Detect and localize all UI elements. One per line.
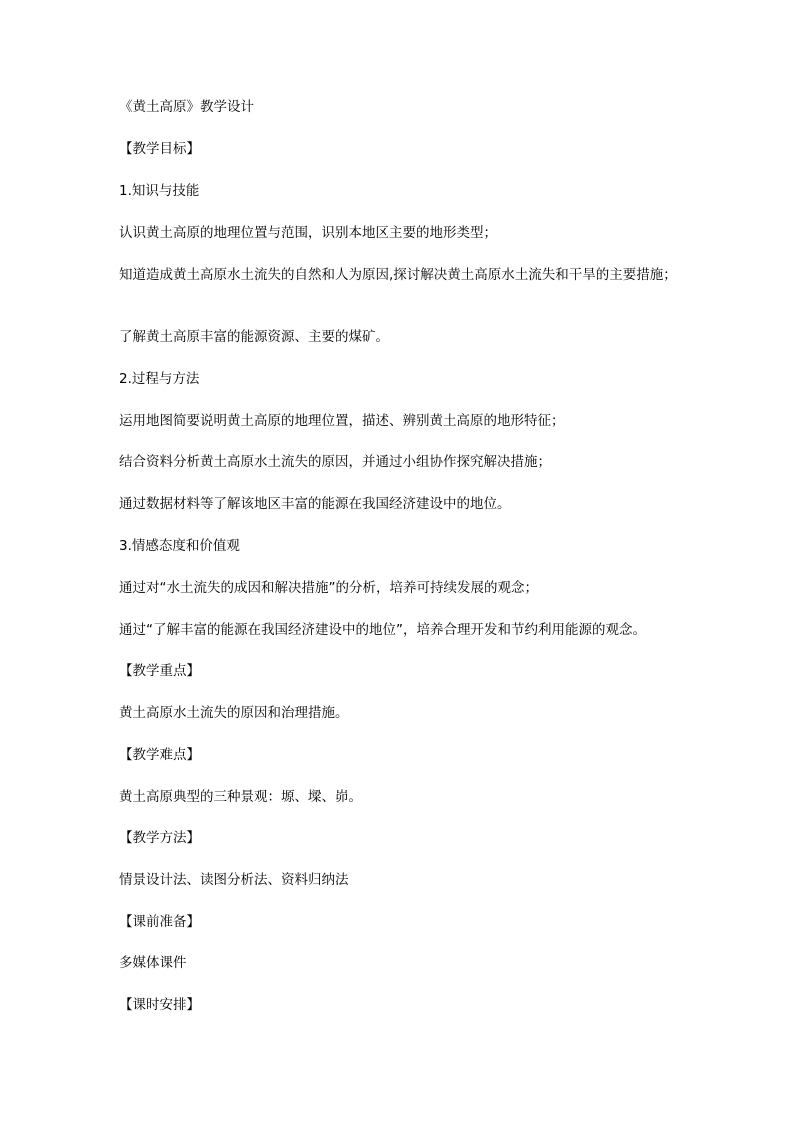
paragraph: 结合资料分析黄土高原水土流失的原因，并通过小组协作探究解决措施； (119, 454, 551, 470)
paragraph: 运用地图简要说明黄土高原的地理位置，描述、辨别黄土高原的地形特征； (119, 413, 565, 429)
subsection-heading-process: 2.过程与方法 (119, 371, 200, 387)
section-heading-preparation: 【课前准备】 (119, 914, 200, 930)
section-heading-goals: 【教学目标】 (119, 141, 200, 157)
paragraph: 情景设计法、读图分析法、资料归纳法 (119, 872, 349, 888)
section-heading-difficulties: 【教学难点】 (119, 747, 200, 763)
section-heading-methods: 【教学方法】 (119, 830, 200, 846)
subsection-heading-knowledge: 1.知识与技能 (119, 183, 200, 199)
paragraph: 黄土高原水土流失的原因和治理措施。 (119, 705, 349, 721)
paragraph: 通过“了解丰富的能源在我国经济建设中的地位”，培养合理开发和节约利用能源的观念。 (119, 622, 646, 638)
paragraph: 通过数据材料等了解该地区丰富的能源在我国经济建设中的地位。 (119, 496, 511, 512)
section-heading-schedule: 【课时安排】 (119, 997, 200, 1013)
paragraph: 知道造成黄土高原水土流失的自然和人为原因,探讨解决黄土高原水土流失和干旱的主要措施； (119, 267, 677, 283)
paragraph: 通过对“水土流失的成因和解决措施”的分析，培养可持续发展的观念； (119, 580, 538, 596)
subsection-heading-attitude: 3.情感态度和价值观 (119, 538, 240, 554)
section-heading-key-points: 【教学重点】 (119, 663, 200, 679)
paragraph: 黄土高原典型的三种景观：塬、墚、峁。 (119, 789, 362, 805)
document-title: 《黄土高原》教学设计 (119, 99, 254, 115)
paragraph: 多媒体课件 (119, 955, 187, 971)
paragraph: 认识黄土高原的地理位置与范围，识别本地区主要的地形类型； (119, 225, 497, 241)
paragraph: 了解黄土高原丰富的能源资源、主要的煤矿。 (119, 329, 389, 345)
